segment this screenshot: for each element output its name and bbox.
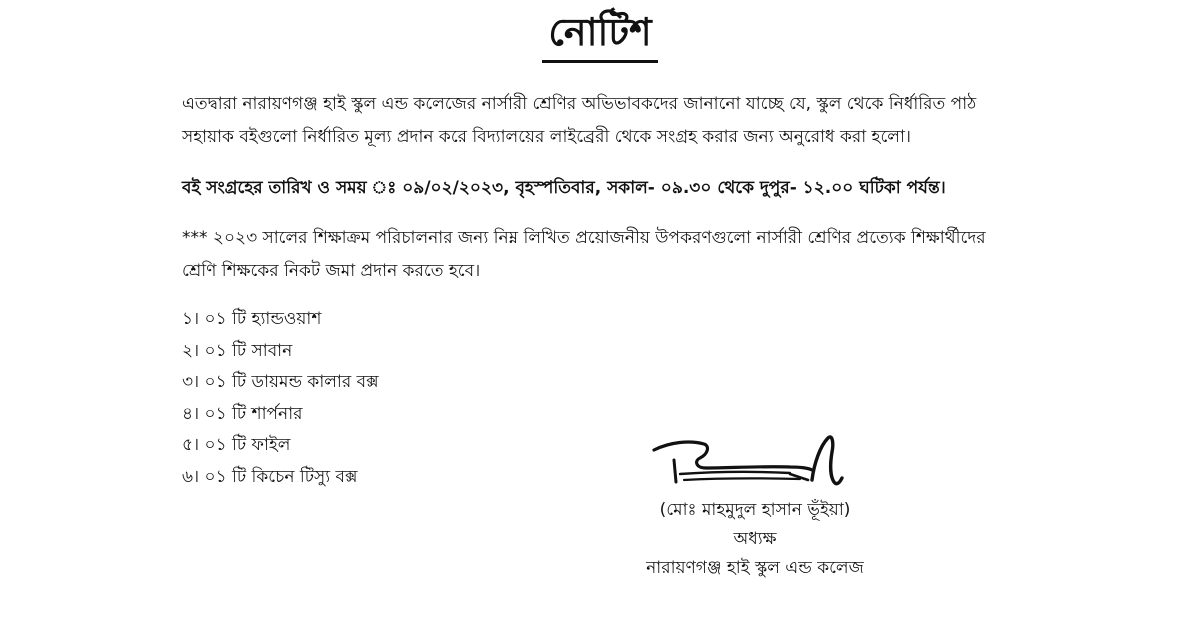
signatory-institution: নারায়ণগঞ্জ হাই স্কুল এন্ড কলেজ: [646, 558, 864, 578]
notice-title: [0, 6, 1200, 63]
materials-list: [182, 304, 379, 493]
signatory-designation: অধ্যক্ষ: [733, 529, 777, 549]
paragraph-required-materials: *** ২০২৩ সালের শিক্ষাক্রম পরিচালনার জন্য নিম্ন লিখিত প্রয়োজনীয় উপকরণগুলো নার্সারী শ্রেণির প্রত্যেক শিক্ষার্থীদের শ্রেণি শিক্ষকের নিকট জমা প্রদান করতে হবে।: [182, 228, 986, 281]
list-item: ৪। ০১ টি শার্পনার: [182, 403, 303, 424]
list-item: ৩। ০১ টি ডায়মন্ড কালার বক্স: [182, 372, 379, 392]
list-item: ৬। ০১ টি কিচেন টিস্যু বক্স: [182, 466, 358, 487]
list-item: ৫। ০১ টি ফাইল: [182, 435, 291, 455]
list-item: ১। ০১ টি হ্যান্ডওয়াশ: [182, 309, 322, 329]
handwritten-signature: [640, 430, 870, 492]
notice-title-text: নোটিশ: [542, 6, 657, 63]
signatory-block: [610, 496, 900, 583]
list-item: ২। ০১ টি সাবান: [182, 340, 293, 361]
paragraph-book-collection: এতদ্বারা নারায়ণগঞ্জ হাই স্কুল এন্ড কলেজের নার্সারী শ্রেণির অভিভাবকদের জানানো যাচ্ছে যে, স্কুল থেকে নির্ধারিত পাঠ সহায়াক বইগুলো নির্ধারিত মূল্য প্রদান করে বিদ্যালয়ের লাইব্রেরী থেকে সংগ্রহ করার জন্য অনুরোধ করা হলো।: [182, 94, 977, 147]
signatory-name: (মোঃ মাহমুদুল হাসান ভূঁইয়া): [659, 500, 851, 520]
paragraph-collection-schedule: বই সংগ্রহের তারিখ ও সময় ঃ ০৯/০২/২০২৩, বৃহস্পতিবার, সকাল- ০৯.৩০ থেকে দুপুর- ১২.০০ ঘটিকা পর্যন্ত।: [182, 178, 946, 198]
